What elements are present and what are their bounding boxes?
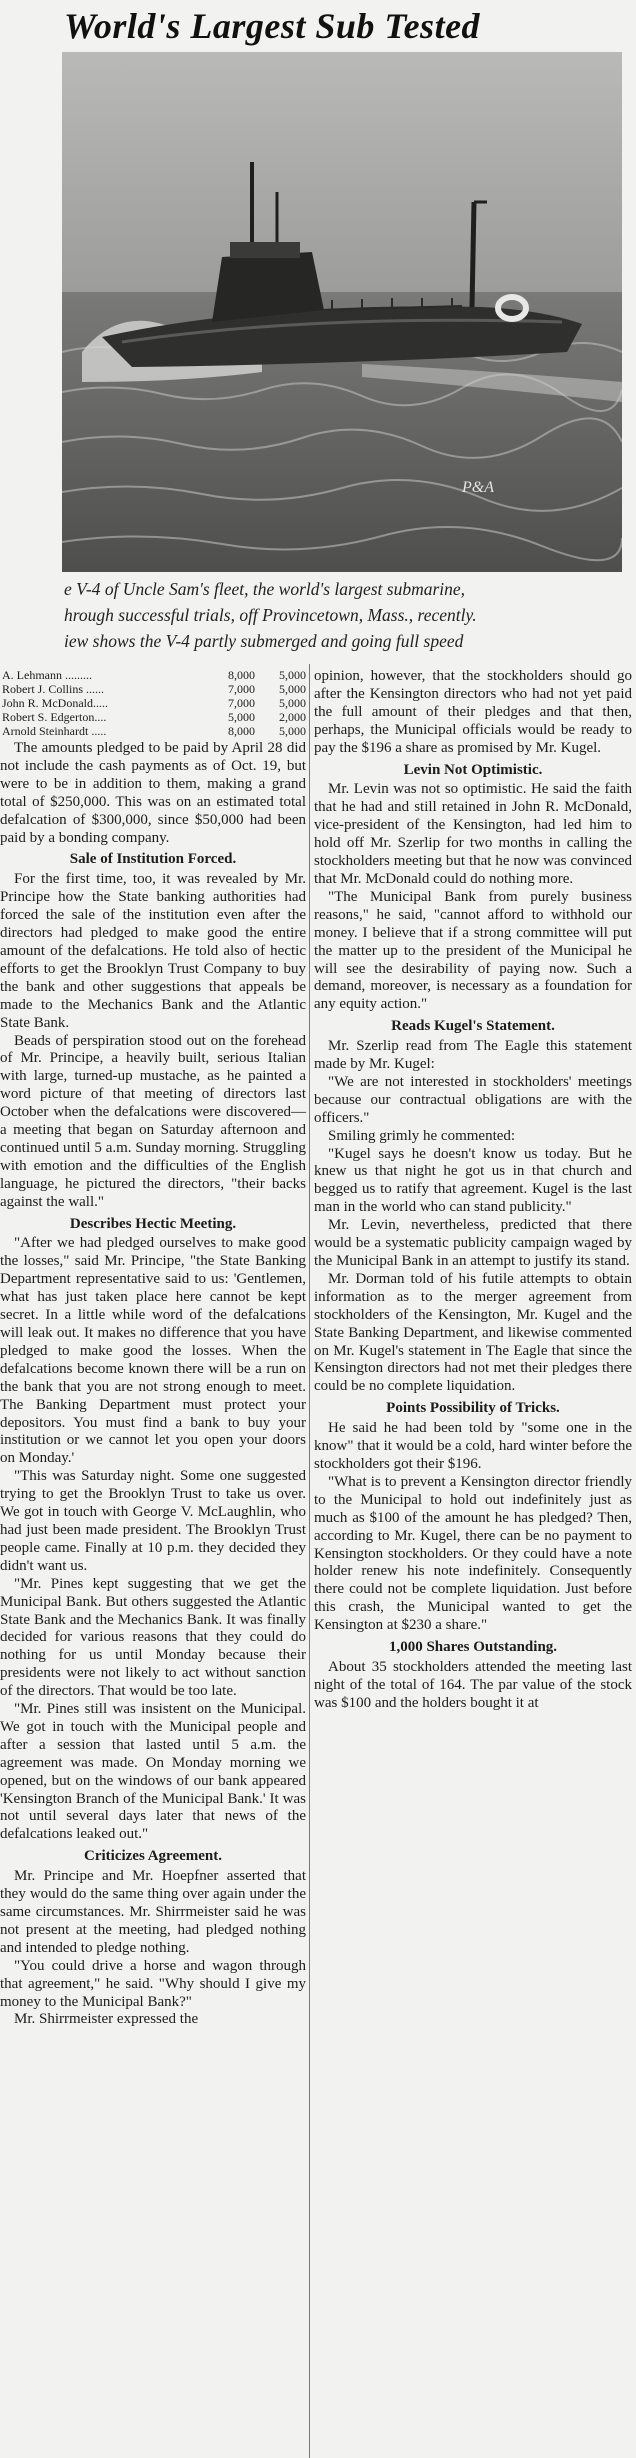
paragraph: Mr. Szerlip read from The Eagle this statement made by Mr. Kugel: [314,1038,632,1073]
subheading: 1,000 Shares Outstanding. [388,1639,558,1656]
pledge-name: Arnold Steinhardt ..... [2,724,107,738]
pledge-amount: 2,000 [279,710,306,724]
pledge-amount: 5,000 [279,668,306,682]
caption-line: e V-4 of Uncle Sam's fleet, the world's largest submarine, [64,579,466,599]
pledge-name: John R. McDonald..... [2,696,108,710]
paragraph: "Kugel says he doesn't know us today. But he knew us that night he got us in that church and begged us to ratify that agreement. Kugel is the last man in the world who can stand publicity." [314,1145,632,1216]
submarine-photo [62,52,622,572]
right-column [314,668,632,1713]
paragraph: "Mr. Pines kept suggesting that we get the Municipal Bank. But others suggested the Atlantic State Bank and the Mechanics Bank. It was finally decided for various reasons that they could do nothing for us until Monday because their presidents were not likely to act without sanction of the directors. That would be too late. [0,1575,306,1700]
pledge-amount: 8,000 [228,724,255,738]
paragraph: Mr. Shirrmeister expressed the [14,2011,199,2028]
subheading: Reads Kugel's Statement. [391,1018,555,1035]
left-column [0,668,306,2029]
paragraph: "You could drive a horse and wagon through that agreement," he said. "Why should I give my money to the Municipal Bank?" [0,1957,306,2010]
paragraph: "We are not interested in stockholders' meetings because our contractual obligations are with the officers." [314,1073,632,1126]
pledge-amount: 8,000 [228,668,255,682]
column-divider [309,664,310,2458]
paragraph: opinion, however, that the stockholders should go after the Kensington directors who had not yet paid the full amount of their pledges and that then, perhaps, the Municipal officials would be ready to pay the $196 a share as promised by Mr. Kugel. [314,668,632,756]
subheading: Describes Hectic Meeting. [69,1215,237,1232]
paragraph: Mr. Principe and Mr. Hoepfner asserted that they would do the same thing over again under the same circumstances. Mr. Shirrmeister said he was not present at the meeting, had pledged nothing and intended to pledge nothing. [0,1868,306,1956]
pledge-row [0,724,306,738]
caption-line: hrough successful trials, off Provincetown, Mass., recently. [64,605,477,625]
paragraph: Smiling grimly he commented: [328,1127,516,1144]
pledge-row [0,696,306,710]
pledge-amount: 7,000 [228,682,255,696]
paragraph: He said he had been told by "some one in the know" that it would be a cold, hard winter before the stockholders got their $196. [314,1420,632,1472]
subheading: Levin Not Optimistic. [403,761,543,778]
pledge-row [0,710,306,724]
paragraph: About 35 stockholders attended the meeting last night of the total of 164. The par value of the stock was $100 and the holders bought it at [314,1658,632,1711]
paragraph: "After we had pledged ourselves to make good the losses," said Mr. Principe, "the State Banking Department representative said to us: 'Gentlemen, what has just taken place here cannot be kept secret. In a little while word of the defalcations will leak out. It makes no difference that you have pledged to make good the losses. When the defalcations become known there will be a run on the bank that you are not strong enough to meet. The Banking Department must protect your depositors. You must find a bank to buy your institution or we cannot let you open your doors on Monday.' [0,1235,306,1467]
caption-line: iew shows the V-4 partly submerged and going full speed [64,631,464,651]
pledge-row [0,682,306,696]
pledge-amount: 5,000 [279,696,306,710]
paragraph: Beads of perspiration stood out on the forehead of Mr. Principe, a heavily built, serious Italian with large, turned-up mustache, as he painted a word picture of that meeting of directors last October when the defalcations were discovered—a meeting that began on Saturday afternoon and continued until 5 a.m. Sunday morning. Struggling with emotion and the difficulties of the English language, he pictured the directors, "their backs against the wall." [0,1032,306,1210]
paragraph: "The Municipal Bank from purely business reasons," he said, "cannot afford to withhold our money. I believe that if a strong committee will put the matter up to the president of the Municipal he will see the desirability of paying now. Such a demand, moreover, is necessary as a foundation for any equity action." [314,888,632,1013]
pledge-amount: 5,000 [279,724,306,738]
paragraph: "Mr. Pines still was insistent on the Municipal. We got in touch with the Municipal people and after a session that lasted until 5 a.m. the agreement was made. On Monday morning we opened, but on the windows of our bank appeared 'Kensington Branch of the Municipal Bank.' It was not until several days later that news of the defalcations leaked out." [0,1701,306,1843]
photo-credit: P&A [462,479,494,496]
subheading: Sale of Institution Forced. [69,851,237,868]
subheading: Criticizes Agreement. [84,1848,222,1865]
headline: World's Largest Sub Tested [64,6,481,46]
paragraph: Mr. Levin, nevertheless, predicted that there would be a systematic publicity campaign waged by the Municipal Bank in an attempt to justify its stand. [314,1217,632,1269]
paragraph: Mr. Dorman told of his futile attempts to obtain information as to the merger agreement from stockholders of the Kensington, Mr. Kugel and the State Banking Department, and likewise commented on Mr. Kugel's statement in The Eagle that since the Kensington directors had not met their pledges there could be no complete liquidation. [314,1270,632,1395]
pledge-amount: 7,000 [228,696,255,710]
paragraph: "This was Saturday night. Some one suggested trying to get the Brooklyn Trust to take us over. We got in touch with George V. McLaughlin, who had just been made president. The Brooklyn Trust people came. Finally at 10 p.m. they decided they didn't want us. [0,1468,306,1574]
submarine-photo-art [62,52,622,572]
pledge-name: A. Lehmann ......... [2,668,92,682]
pledge-amount: 5,000 [228,710,255,724]
pledge-amount: 5,000 [279,682,306,696]
pledge-table [0,668,306,738]
pledge-row [0,668,306,682]
pledge-name: Robert J. Collins ...... [2,682,105,696]
pledge-name: Robert S. Edgerton.... [2,710,107,724]
paragraph: The amounts pledged to be paid by April 28 did not include the cash payments as of Oct. 19, but were to be in addition to them, making a grand total of $250,000. This was on an estimated total defalcation of $300,000, since $50,000 had been paid by a bonding company. [0,740,306,846]
paragraph: "What is to prevent a Kensington director friendly to the Municipal to hold out indefinitely just as much as $100 of the amount he has pledged? Then, according to Mr. Kugel, there can be no payment to Kensington stockholders. Or they could have a note holder renew his note indefinitely. Consequently there could not be complete liquidation. Just before this crash, the Municipal wanted to get the Kensington at $230 a share." [314,1473,632,1634]
paragraph: Mr. Levin was not so optimistic. He said the faith that he had and still retained in John R. McDonald, vice-president of the Kensington, had led him to hold off Mr. Szerlip for two months in calling the stockholders meeting but that he now was convinced that Mr. McDonald could do nothing more. [314,781,632,887]
subheading: Points Possibility of Tricks. [386,1400,560,1417]
photo-caption [64,576,624,654]
paragraph: For the first time, too, it was revealed by Mr. Principe how the State banking authorities had forced the sale of the institution even after the directors had pledged to make good the entire amount of the defalcations. He told also of hectic efforts to get the Brooklyn Trust Company to buy the bank and other suggestions that appeals be made to the Mechanics Bank and the Atlantic State Bank. [0,871,306,1031]
